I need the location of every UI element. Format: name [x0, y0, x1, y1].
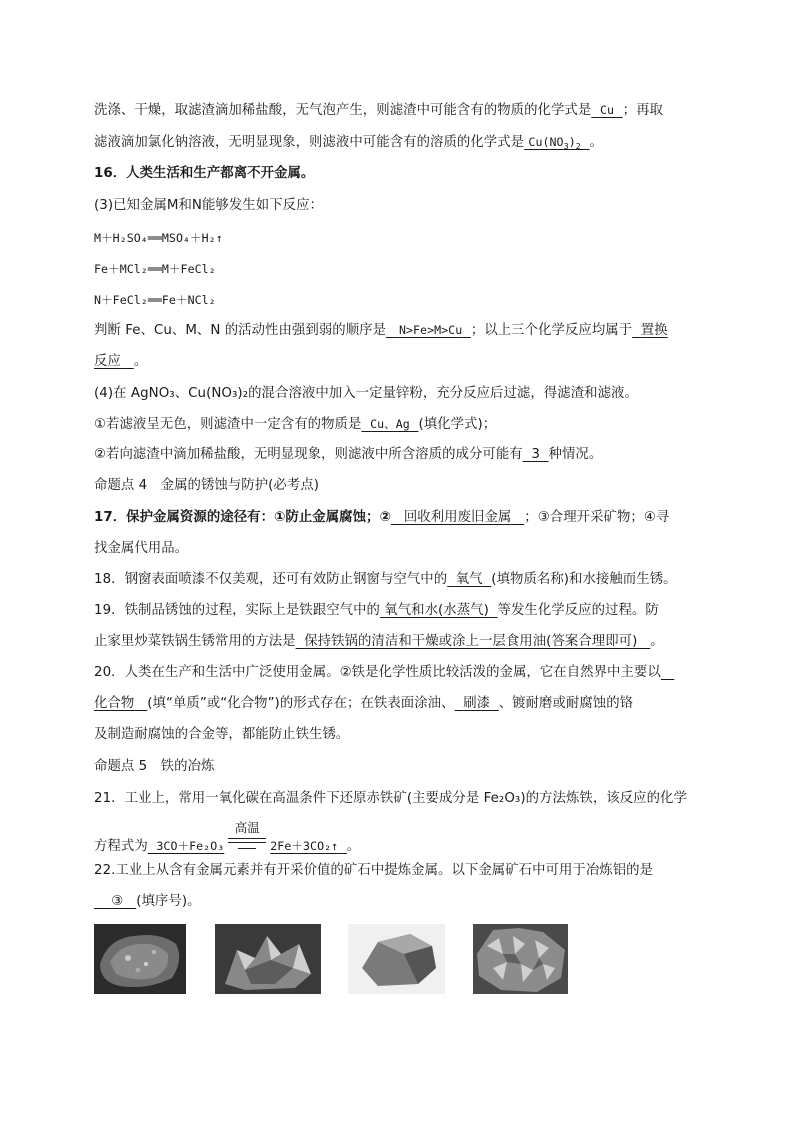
ore-image-4	[473, 924, 568, 994]
high-temperature-condition: 高温	[224, 824, 270, 856]
ore-image-1	[94, 924, 186, 994]
answer-blank: 刷漆	[463, 696, 491, 711]
answer-blank	[661, 665, 674, 680]
question-17-cont: 找金属代用品。	[94, 541, 189, 556]
question-17: 17．保护金属资源的途径有：①防止金属腐蚀；② 回收利用废旧金属 ；③合理开采矿物；④寻	[94, 510, 670, 525]
question-20-cont2: 及制造耐腐蚀的合金等，都能防止铁生锈。	[94, 727, 350, 742]
question-20-cont: 化合物 (填“单质”或“化合物”)的形式存在；在铁表面涂油、 刷漆 、镀耐磨或耐腐蚀的铬	[94, 696, 634, 711]
line-activity-order: 判断 Fe、Cu、M、N 的活动性由强到弱的顺序是 N>Fe>M>Cu ；以上三个化学反应均属于 置换	[94, 323, 668, 338]
answer-blank: 保持铁锅的清洁和干燥或涂上一层食用油(答案合理即可)	[304, 634, 638, 649]
answer-blank: 氧气和水(水蒸气)	[384, 603, 489, 618]
question-18: 18．钢窗表面喷漆不仅美观，还可有效防止钢窗与空气中的 氧气 (填物质名称)和水接触而生锈。	[94, 572, 677, 587]
question-16-3: (3)已知金属M和N能够发生如下反应：	[94, 198, 323, 213]
equation-2: Fe＋MCl₂══M＋FeCl₂	[94, 262, 216, 276]
equation-1: M＋H₂SO₄══MSO₄＋H₂↑	[94, 231, 223, 245]
answer-blank: 化合物	[94, 696, 135, 711]
answer-blank: 置换	[640, 323, 668, 338]
answer-blank: 回收利用废旧金属	[403, 510, 512, 525]
question-22: 22.工业上从含有金属元素并有开采价值的矿石中提炼金属。以下金属矿石中可用于冶炼铝的是	[94, 863, 654, 878]
answer-blank: $Cu(NO_3)_2$	[528, 135, 581, 151]
equation-3: N＋FeCl₂══Fe＋NCl₂	[94, 293, 216, 307]
topic-5-heading: 命题点 5 铁的冶炼	[94, 759, 215, 774]
question-16-4-b: ②若向滤渣中滴加稀盐酸，无明显现象，则滤液中所含溶质的成分可能有 3 种情况。	[94, 447, 603, 462]
question-16: 16．人类生活和生产都离不开金属。	[94, 166, 315, 181]
question-16-4-a: ①若滤液呈无色，则滤渣中一定含有的物质是 Cu、Ag (填化学式)；	[94, 417, 497, 432]
answer-blank: Cu	[599, 103, 614, 117]
question-19-cont: 止家里炒菜铁锅生锈常用的方法是 保持铁锅的清洁和干燥或涂上一层食用油(答案合理即可) 。	[94, 634, 664, 649]
topic-4-heading: 命题点 4 金属的锈蚀与防护(必考点)	[94, 478, 320, 493]
answer-blank: 氧气	[455, 572, 483, 587]
question-21: 21．工业上，常用一氧化碳在高温条件下还原赤铁矿(主要成分是 Fe₂O₃)的方法炼铁，该反应的化学	[94, 791, 687, 806]
answer-blank: 3	[531, 447, 540, 462]
question-22-cont: ③ (填序号)。	[94, 892, 704, 912]
ore-image-3	[348, 924, 445, 994]
answer-blank: Cu、Ag	[370, 417, 410, 431]
line-filtrate: 滤液滴加氯化钠溶液，无明显现象，则滤液中可能含有的溶质的化学式是 $Cu(NO_3)_2$ 。	[94, 135, 603, 151]
question-16-4: (4)在 AgNO₃、Cu(NO₃)₂的混合溶液中加入一定量锌粉，充分反应后过滤，得滤渣和滤液。	[94, 386, 638, 401]
question-21-equation: 方程式为 3CO＋Fe₂O₃ 高温 2Fe＋3CO₂↑ 。	[94, 820, 361, 854]
answer-blank: ③	[111, 894, 124, 909]
question-20: 20．人类在生产和生活中广泛使用金属。②铁是化学性质比较活泼的金属，它在自然界中主要以	[94, 663, 704, 683]
line-filter-residue: 洗涤、干燥，取滤渣滴加稀盐酸，无气泡产生，则滤渣中可能含有的物质的化学式是 Cu ；再取	[94, 103, 663, 118]
line-reaction-type: 反应 。	[94, 354, 148, 369]
answer-blank: 3CO＋Fe₂O₃	[156, 839, 225, 853]
question-19: 19．铁制品锈蚀的过程，实际上是铁跟空气中的 氧气和水(水蒸气) 等发生化学反应的过程。防	[94, 603, 659, 618]
answer-blank: N>Fe>M>Cu	[398, 323, 463, 337]
ore-image-2	[215, 924, 321, 994]
answer-blank: 反应	[94, 354, 121, 369]
